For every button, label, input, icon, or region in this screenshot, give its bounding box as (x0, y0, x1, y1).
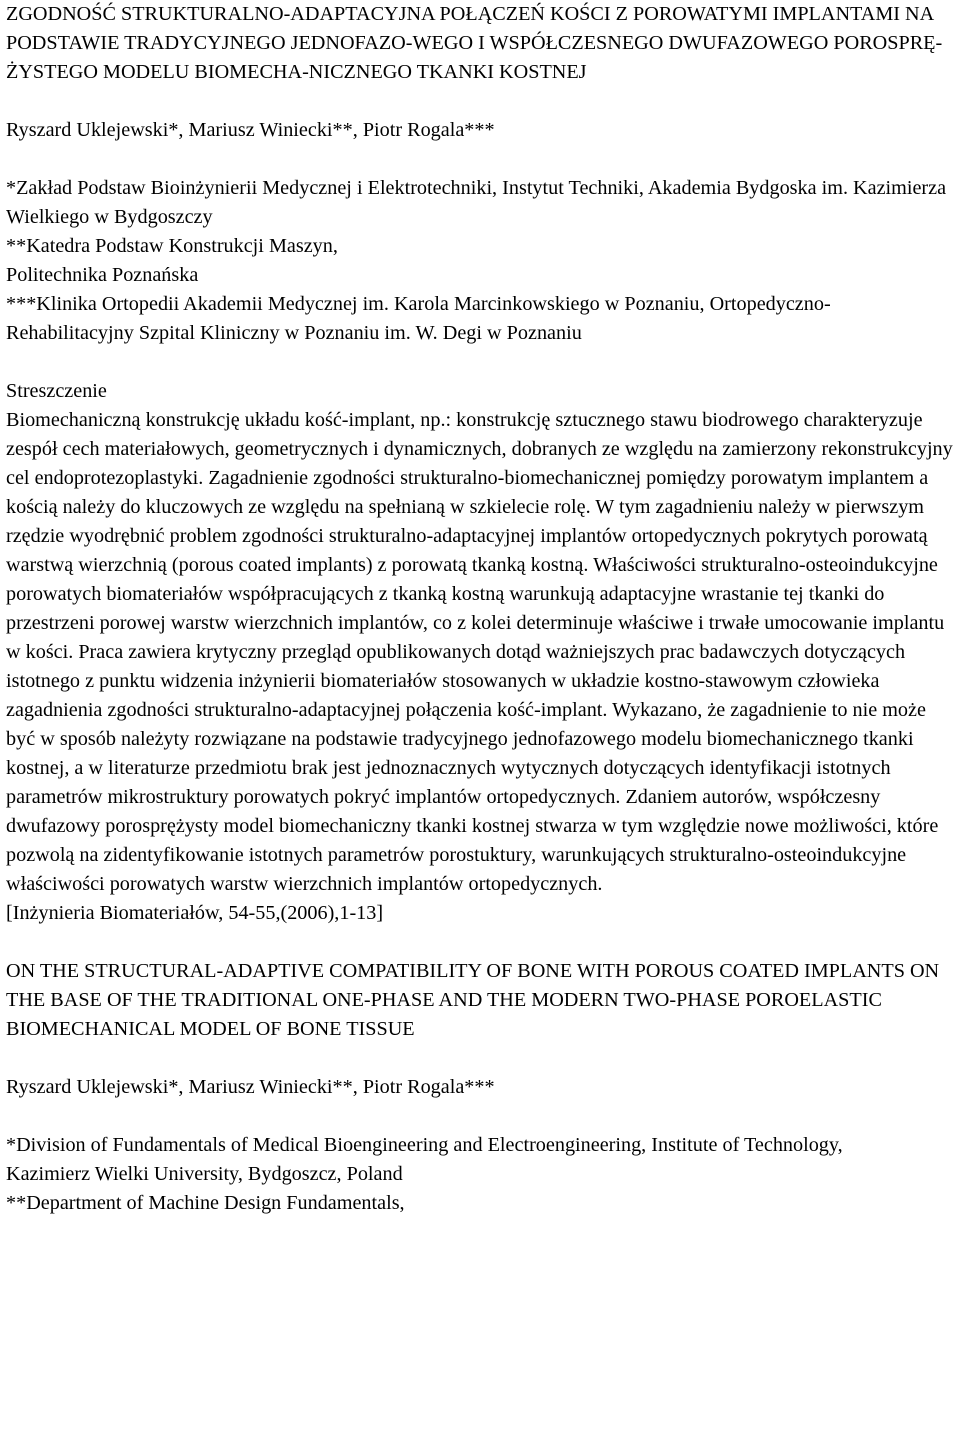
english-affiliation-2: Kazimierz Wielki University, Bydgoszcz, Poland (6, 1163, 403, 1185)
polish-affiliation-1: *Zakład Podstaw Bioinżynierii Medycznej i Elektrotechniki, Instytut Techniki, Akademia Bydgoska im. Kazimierza Wielkiego w Bydgoszczy (6, 177, 947, 228)
abstract-body: Biomechaniczną konstrukcję układu kość-implant, np.: konstrukcję sztucznego stawu biodrowego charakteryzuje zespół cech materiałowych, geometrycznych i dynamicznych, dobranych ze względu na zamierzony rekonstrukcyjny cel endoprotezoplastyki. Zagadnienie zgodności strukturalno-biomechanicznej pomiędzy porowatym implantem a kością należy do kluczowych ze względu na spełnianą w szkielecie rolę. W tym zagadnieniu należy w pierwszym rzędzie wyodrębnić problem zgodności strukturalno-adaptacyjnej implantów ortopedycznych pokrytych porowatą warstwą wierzchnią (porous coated implants) z porowatą tkanką kostną. Właściwości strukturalno-osteoindukcyjne porowatych biomateriałów współpracujących z tkanką kostną warunkują adaptacyjne wrastanie tej tkanki do przestrzeni porowej warstw wierzchnich implantów, co z kolei determinuje właściwe i trwałe umocowanie implantu w kości. Praca zawiera krytyczny przegląd opublikowanych dotąd ważniejszych prac badawczych dotyczących istotnego z punktu widzenia inżynierii biomateriałów stosowanych w układzie kostno-stawowym człowieka zagadnienia zgodności strukturalno-adaptacyjnej połączenia kość-implant. Wykazano, że zagadnienie to nie może być w sposób należyty rozwiązane na podstawie tradycyjnego jednofazowego modelu biomechanicznego tkanki kostnej, a w literaturze przedmiotu brak jest jednoznacznych wytycznych dotyczących identyfikacji istotnych parametrów mikrostruktury porowatych pokryć implantów ortopedycznych. Zdaniem autorów, współczesny dwufazowy porosprężysty model biomechaniczny tkanki kostnej stwarza w tym względzie nowe możliwości, które pozwolą na zidentyfikowanie istotnych parametrów porostuktury, warunkujących strukturalno-osteoindukcyjne właściwości porowatych warstw wierzchnich implantów ortopedycznych. (6, 409, 953, 895)
polish-affiliation-3: Politechnika Poznańska (6, 264, 199, 286)
paper-page (6, 0, 958, 1218)
citation: [Inżynieria Biomateriałów, 54-55,(2006),1-13] (6, 902, 384, 924)
polish-authors: Ryszard Uklejewski*, Mariusz Winiecki**, Piotr Rogala*** (6, 119, 495, 141)
english-affiliations (6, 1131, 958, 1218)
polish-affiliation-2: **Katedra Podstaw Konstrukcji Maszyn, (6, 235, 338, 257)
polish-affiliation-4: ***Klinika Ortopedii Akademii Medycznej im. Karola Marcinkowskiego w Poznaniu, Ortopedyczno-Rehabilitacyjny Szpital Kliniczny w Poznaniu im. W. Degi w Poznaniu (6, 293, 831, 344)
english-title: ON THE STRUCTURAL-ADAPTIVE COMPATIBILITY OF BONE WITH POROUS COATED IMPLANTS ON THE BASE OF THE TRADITIONAL ONE-PHASE AND THE MODERN TWO-PHASE POROELASTIC BIOMECHANICAL MODEL OF BONE TISSUE (6, 960, 940, 1040)
english-affiliation-1: *Division of Fundamentals of Medical Bioengineering and Electroengineering, Institute of Technology, (6, 1134, 843, 1156)
english-authors: Ryszard Uklejewski*, Mariusz Winiecki**, Piotr Rogala*** (6, 1076, 495, 1098)
polish-affiliations (6, 174, 958, 348)
abstract-heading: Streszczenie (6, 380, 107, 402)
polish-title: ZGODNOŚĆ STRUKTURALNO-ADAPTACYJNA POŁĄCZEŃ KOŚCI Z POROWATYMI IMPLANTAMI NA PODSTAWIE TRADYCYJNEGO JEDNOFAZO-WEGO I WSPÓŁCZESNEGO DWUFAZOWEGO POROSPRĘ-ŻYSTEGO MODELU BIOMECHA-NICZNEGO TKANKI KOSTNEJ (6, 3, 943, 83)
english-affiliation-3: **Department of Machine Design Fundamentals, (6, 1192, 405, 1214)
